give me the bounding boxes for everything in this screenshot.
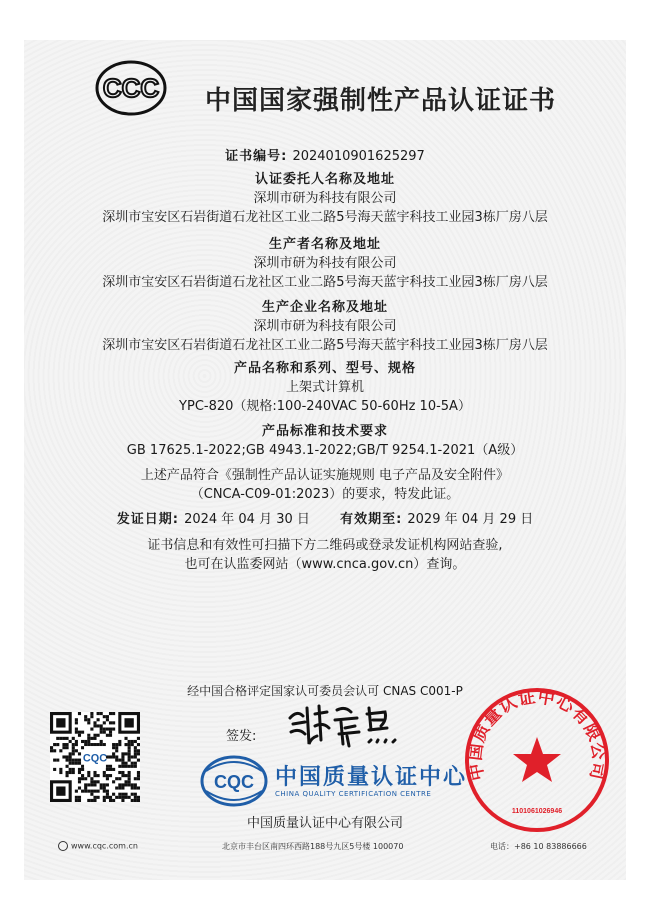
applicant-label: 认证委托人名称及地址 <box>254 172 395 187</box>
footer-address: 北京市丰台区南四环西路188号九区5号楼 100070 <box>222 842 404 851</box>
conformity-line-1: 上述产品符合《强制性产品认证实施规则 电子产品及安全附件》 <box>140 468 510 483</box>
cqc-name-en: CHINA QUALITY CERTIFICATION CENTRE <box>275 790 432 798</box>
issue-date-value: 2024 年 04 月 30 日 <box>184 512 310 527</box>
ccc-logo <box>95 60 167 116</box>
cqc-name-cn: 中国质量认证中心 <box>275 765 468 790</box>
cert-number-value: 2024010901625297 <box>292 149 425 164</box>
product-label: 产品名称和系列、型号、规格 <box>233 361 416 376</box>
conformity-line-2: （CNCA-C09-01:2023）的要求，特发此证。 <box>190 487 460 502</box>
qr-center-logo: CQC <box>82 752 108 765</box>
expiry-date-label: 有效期至: <box>340 512 403 527</box>
globe-icon <box>58 841 68 851</box>
standards-label: 产品标准和技术要求 <box>261 424 388 439</box>
manufacturer-address: 深圳市宝安区石岩街道石龙社区工业二路5号海天蓝宇科技工业园3栋厂房八层 <box>102 275 548 290</box>
product-name: 上架式计算机 <box>285 380 364 395</box>
manufacturer-name: 深圳市研为科技有限公司 <box>253 256 397 271</box>
footer-phone: 电话：+86 10 83886666 <box>490 842 587 851</box>
applicant-name: 深圳市研为科技有限公司 <box>253 191 397 206</box>
applicant-address: 深圳市宝安区石岩街道石龙社区工业二路5号海天蓝宇科技工业园3栋厂房八层 <box>102 210 548 225</box>
accreditation-text: 经中国合格评定国家认可委员会认可 CNAS C001-P <box>187 684 463 698</box>
manufacturer-label: 生产者名称及地址 <box>268 237 381 252</box>
standards-value: GB 17625.1-2022;GB 4943.1-2022;GB/T 9254.1-2021（A级） <box>126 443 524 458</box>
page-title: 中国国家强制性产品认证证书 <box>205 86 557 116</box>
verify-line-2: 也可在认监委网站（www.cnca.gov.cn）查询。 <box>184 557 466 572</box>
signature-image <box>285 700 415 750</box>
cqc-logo <box>200 755 268 807</box>
cert-number-label: 证书编号: <box>225 149 288 164</box>
org-name: 中国质量认证中心有限公司 <box>246 816 403 831</box>
product-model: YPC-820（规格:100-240VAC 50-60Hz 10-5A） <box>179 399 471 414</box>
dates-row <box>0 508 650 527</box>
expiry-date-value: 2029 年 04 月 29 日 <box>407 512 534 527</box>
factory-label: 生产企业名称及地址 <box>261 300 388 315</box>
sign-label: 签发: <box>226 729 257 744</box>
seal-code: 1101061026946 <box>511 808 563 815</box>
factory-name: 深圳市研为科技有限公司 <box>253 319 397 334</box>
cqc-logo-text: CQC <box>214 772 254 792</box>
ccc-logo-text: CCC <box>102 73 160 103</box>
footer-website[interactable] <box>58 841 138 851</box>
qr-code[interactable] <box>50 712 140 802</box>
footer-website-text: www.cqc.com.cn <box>71 841 138 851</box>
issue-date-label: 发证日期: <box>116 512 179 527</box>
seal-text: 中国质量认证中心有限公司 <box>465 687 609 783</box>
cert-number-row <box>0 145 650 164</box>
verify-line-1: 证书信息和有效性可扫描下方二维码或登录发证机构网站查验, <box>147 538 503 553</box>
factory-address: 深圳市宝安区石岩街道石龙社区工业二路5号海天蓝宇科技工业园3栋厂房八层 <box>102 338 548 353</box>
